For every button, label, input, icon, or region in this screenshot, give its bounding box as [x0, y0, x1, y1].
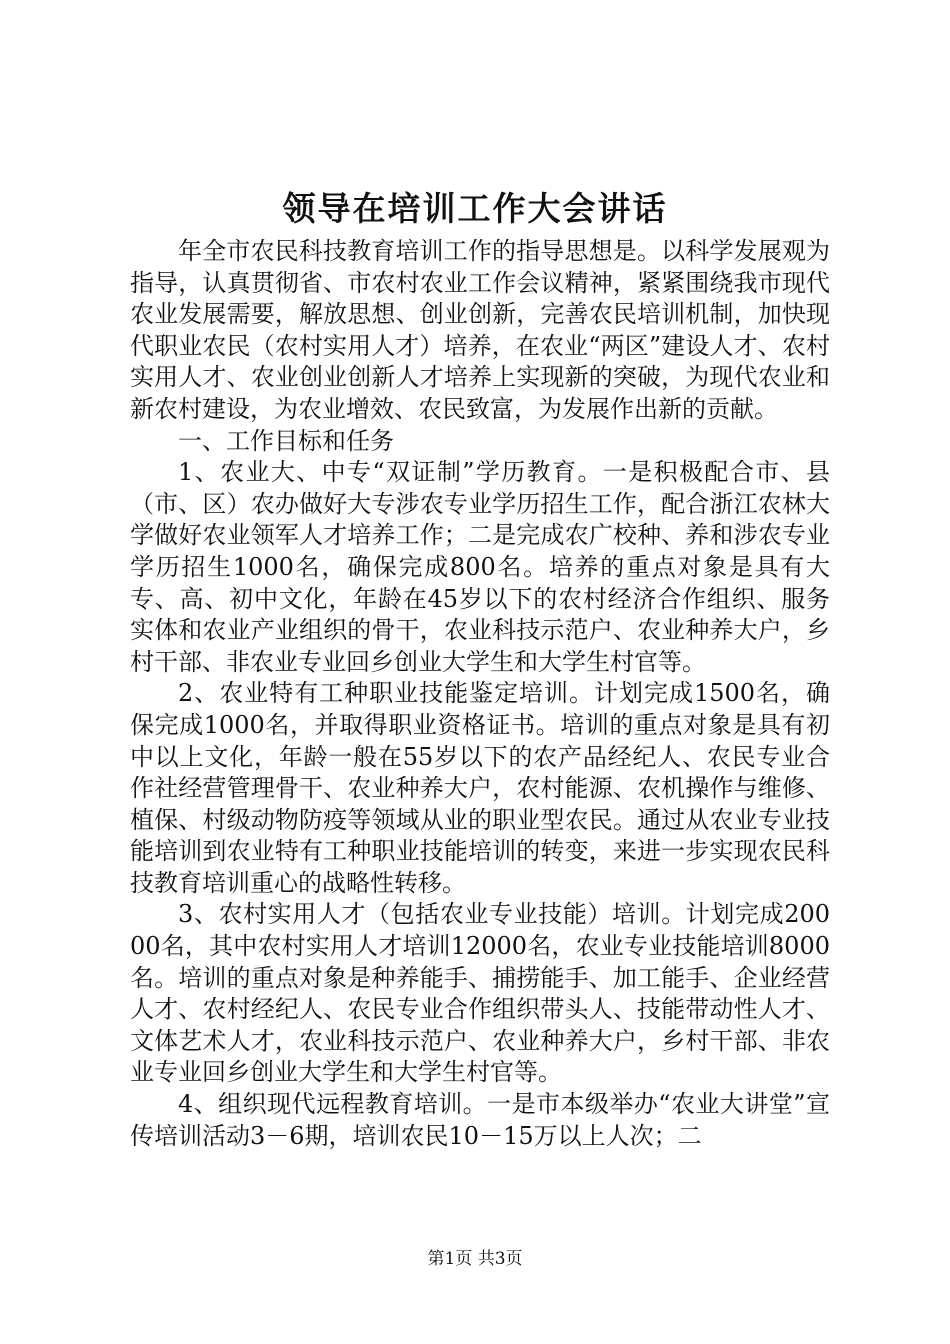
- document-title: 领导在培训工作大会讲话: [282, 189, 668, 228]
- item-paragraph-3: 3、农村实用人才（包括农业专业技能）培训。计划完成20000名，其中农村实用人才培训12000名，农业专业技能培训8000名。培训的重点对象是种养能手、捕捞能手、加工能手、企业经营人才、农村经纪人、农民专业合作组织带头人、技能带动性人才、文体艺术人才，农业科技示范户、农业种养大户，乡村干部、非农业专业回乡创业大学生和大学生村官等。: [130, 900, 830, 1087]
- page-number-footer: 第1页 共3页: [427, 1249, 523, 1269]
- section-heading: 一、工作目标和任务: [178, 426, 394, 455]
- document-body: [130, 236, 830, 1152]
- item-paragraph-1: 1、农业大、中专“双证制”学历教育。一是积极配合市、县（市、区）农办做好大专涉农专业学历招生工作，配合浙江农林大学做好农业领军人才培养工作；二是完成农广校种、养和涉农专业学历招生1000名，确保完成800名。培养的重点对象是具有大专、高、初中文化，年龄在45岁以下的农村经济合作组织、服务实体和农业产业组织的骨干，农业科技示范户、农业种养大户，乡村干部、非农业专业回乡创业大学生和大学生村官等。: [130, 458, 830, 676]
- intro-paragraph: 年全市农民科技教育培训工作的指导思想是。以科学发展观为指导，认真贯彻省、市农村农业工作会议精神，紧紧围绕我市现代农业发展需要，解放思想、创业创新，完善农民培训机制，加快现代职业农民（农村实用人才）培养，在农业“两区”建设人才、农村实用人才、农业创业创新人才培养上实现新的突破，为现代农业和新农村建设，为农业增效、农民致富，为发展作出新的贡献。: [130, 237, 830, 423]
- item-paragraph-2: 2、农业特有工种职业技能鉴定培训。计划完成1500名，确保完成1000名，并取得职业资格证书。培训的重点对象是具有初中以上文化，年龄一般在55岁以下的农产品经纪人、农民专业合作社经营管理骨干、农业种养大户，农村能源、农机操作与维修、植保、村级动物防疫等领域从业的职业型农民。通过从农业专业技能培训到农业特有工种职业技能培训的转变，来进一步实现农民科技教育培训重心的战略性转移。: [130, 679, 830, 897]
- item-paragraph-4: 4、组织现代远程教育培训。一是市本级举办“农业大讲堂”宣传培训活动3－6期，培训农民10－15万以上人次；二: [130, 1090, 830, 1150]
